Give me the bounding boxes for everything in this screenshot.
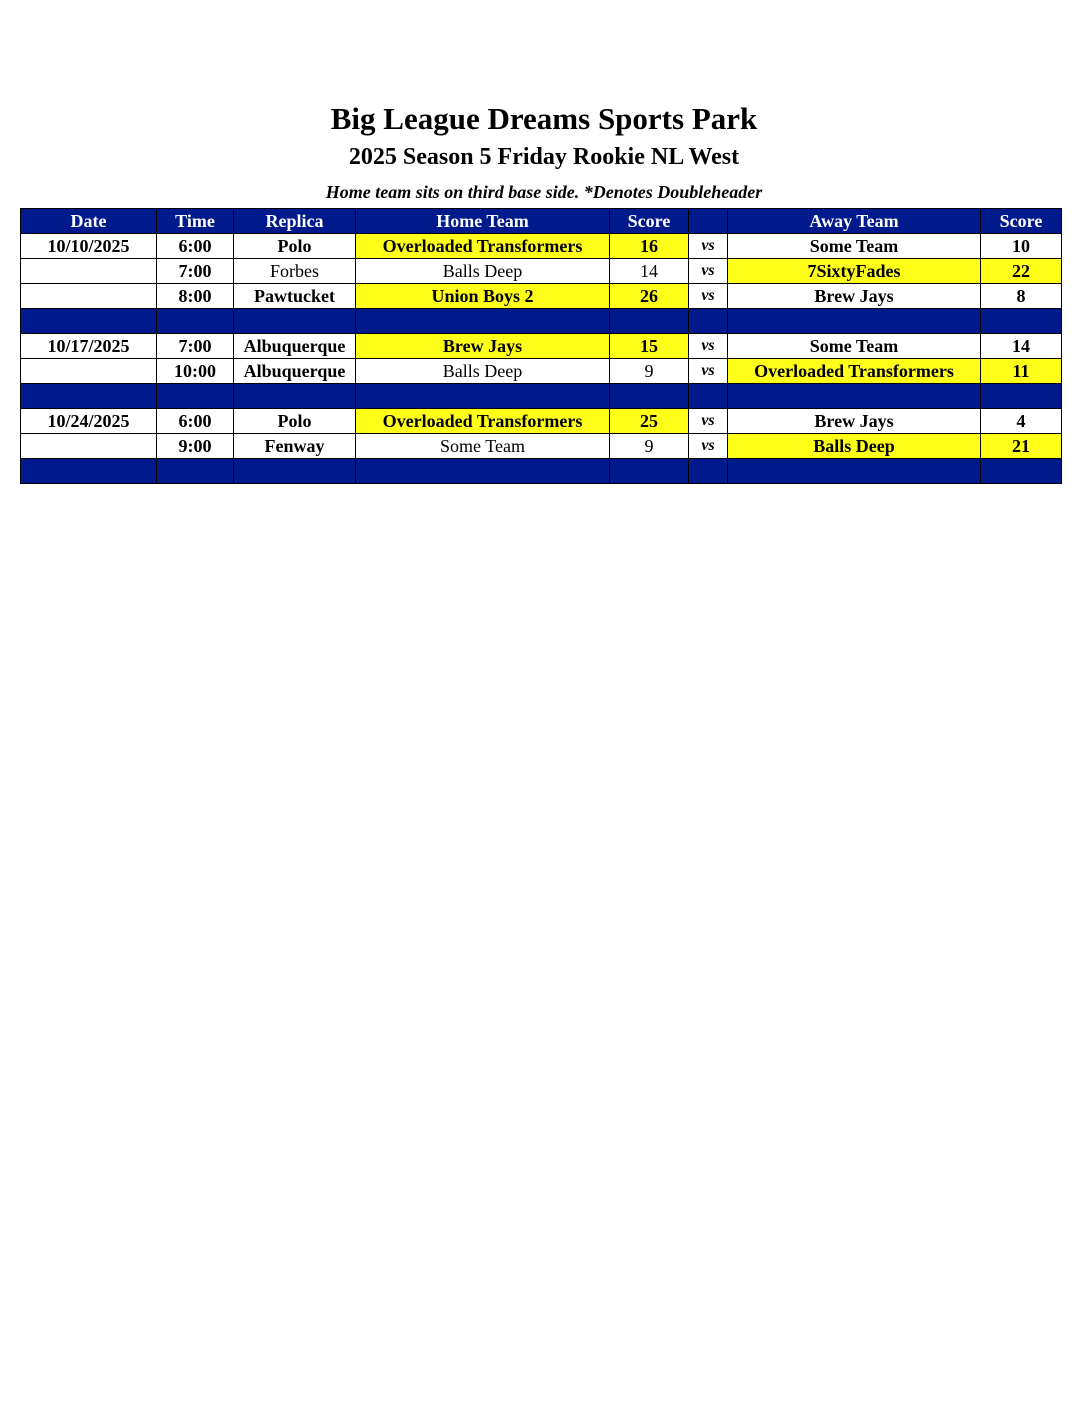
versus-label: vs <box>689 259 728 284</box>
game-replica: Polo <box>234 234 356 259</box>
game-date <box>21 259 157 284</box>
week-separator-row <box>21 309 1062 334</box>
home-team: Overloaded Transformers <box>356 234 610 259</box>
away-score: 8 <box>981 284 1062 309</box>
week-separator-row <box>21 384 1062 409</box>
home-score: 16 <box>610 234 689 259</box>
game-date <box>21 284 157 309</box>
away-team: Brew Jays <box>728 409 981 434</box>
away-score: 21 <box>981 434 1062 459</box>
home-score: 14 <box>610 259 689 284</box>
column-header-home-score: Score <box>610 209 689 234</box>
home-team: Brew Jays <box>356 334 610 359</box>
game-time: 8:00 <box>157 284 234 309</box>
column-header-vs <box>689 209 728 234</box>
game-time: 6:00 <box>157 234 234 259</box>
game-replica: Pawtucket <box>234 284 356 309</box>
game-date <box>21 359 157 384</box>
table-row <box>21 284 1062 309</box>
table-row <box>21 334 1062 359</box>
home-team: Overloaded Transformers <box>356 409 610 434</box>
schedule-table <box>20 208 1062 484</box>
column-header-time: Time <box>157 209 234 234</box>
away-team: Some Team <box>728 334 981 359</box>
game-date: 10/24/2025 <box>21 409 157 434</box>
away-team: Brew Jays <box>728 284 981 309</box>
game-time: 6:00 <box>157 409 234 434</box>
game-time: 9:00 <box>157 434 234 459</box>
home-team: Balls Deep <box>356 259 610 284</box>
game-replica: Forbes <box>234 259 356 284</box>
table-row <box>21 434 1062 459</box>
home-team: Union Boys 2 <box>356 284 610 309</box>
page-title: Big League Dreams Sports Park <box>330 101 758 136</box>
home-score: 9 <box>610 434 689 459</box>
away-team: Balls Deep <box>728 434 981 459</box>
week-separator-row <box>21 459 1062 484</box>
game-date: 10/17/2025 <box>21 334 157 359</box>
home-team: Balls Deep <box>356 359 610 384</box>
game-time: 7:00 <box>157 259 234 284</box>
game-replica: Polo <box>234 409 356 434</box>
away-team: Some Team <box>728 234 981 259</box>
table-row <box>21 234 1062 259</box>
column-header-replica: Replica <box>234 209 356 234</box>
column-header-home-team: Home Team <box>356 209 610 234</box>
game-date <box>21 434 157 459</box>
column-header-date: Date <box>21 209 157 234</box>
game-time: 10:00 <box>157 359 234 384</box>
table-row <box>21 259 1062 284</box>
game-date: 10/10/2025 <box>21 234 157 259</box>
game-replica: Albuquerque <box>234 334 356 359</box>
schedule-note: Home team sits on third base side. *Denotes Doubleheader <box>325 182 763 202</box>
game-time: 7:00 <box>157 334 234 359</box>
versus-label: vs <box>689 234 728 259</box>
away-score: 11 <box>981 359 1062 384</box>
home-score: 15 <box>610 334 689 359</box>
game-replica: Fenway <box>234 434 356 459</box>
away-score: 4 <box>981 409 1062 434</box>
game-replica: Albuquerque <box>234 359 356 384</box>
away-score: 22 <box>981 259 1062 284</box>
versus-label: vs <box>689 334 728 359</box>
column-header-away-team: Away Team <box>728 209 981 234</box>
away-team: 7SixtyFades <box>728 259 981 284</box>
versus-label: vs <box>689 409 728 434</box>
column-header-away-score: Score <box>981 209 1062 234</box>
table-row <box>21 409 1062 434</box>
versus-label: vs <box>689 434 728 459</box>
table-row <box>21 359 1062 384</box>
table-header-row <box>21 209 1062 234</box>
away-score: 10 <box>981 234 1062 259</box>
home-score: 9 <box>610 359 689 384</box>
home-team: Some Team <box>356 434 610 459</box>
away-score: 14 <box>981 334 1062 359</box>
home-score: 26 <box>610 284 689 309</box>
home-score: 25 <box>610 409 689 434</box>
versus-label: vs <box>689 359 728 384</box>
away-team: Overloaded Transformers <box>728 359 981 384</box>
page-subtitle: 2025 Season 5 Friday Rookie NL West <box>348 144 740 170</box>
versus-label: vs <box>689 284 728 309</box>
